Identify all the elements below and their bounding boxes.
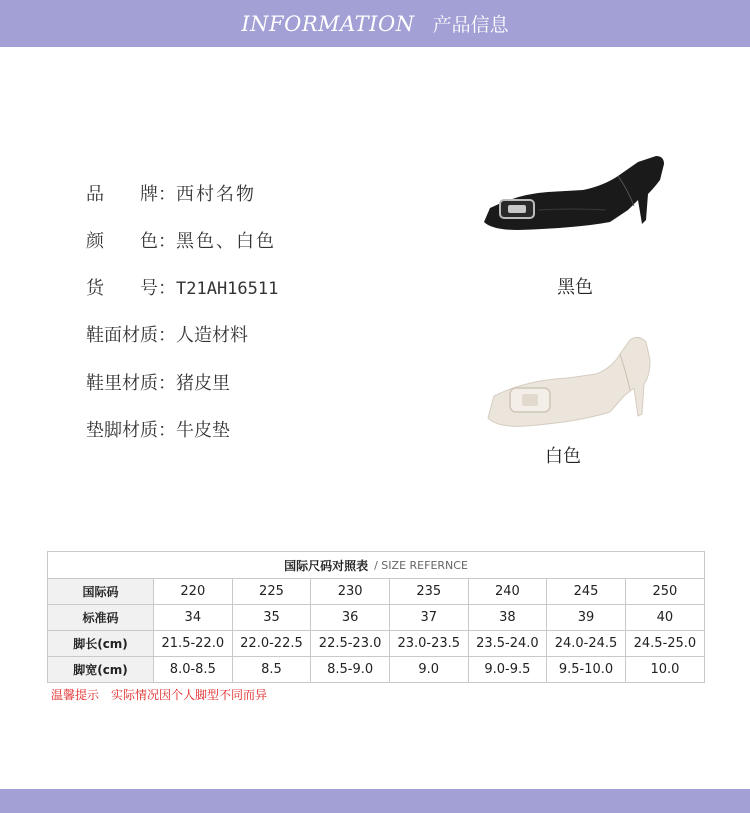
- header-title-cn: 产品信息: [432, 14, 509, 36]
- table-cell: 9.5-10.0: [547, 657, 626, 683]
- table-cell: 9.0-9.5: [468, 657, 547, 683]
- spec-lining-material: [86, 369, 230, 395]
- table-cell: 10.0: [625, 657, 704, 683]
- spec-label: 鞋里材质：: [86, 373, 176, 394]
- spec-label: 颜 色：: [86, 231, 176, 252]
- spec-value: 黑色、白色: [176, 231, 276, 252]
- spec-item-number: [86, 274, 278, 300]
- row-label: 脚宽(cm): [48, 657, 154, 683]
- sizing-note: 温馨提示 实际情况因个人脚型不同而异: [51, 688, 268, 702]
- spec-label: 垫脚材质：: [86, 420, 176, 441]
- row-label: 国际码: [48, 579, 154, 605]
- table-cell: 235: [389, 579, 468, 605]
- table-cell: 220: [154, 579, 233, 605]
- spec-value: 猪皮里: [176, 373, 230, 394]
- spec-value: T21AH16511: [176, 279, 279, 299]
- table-cell: 22.5-23.0: [311, 631, 390, 657]
- spec-insole-material: [86, 416, 230, 442]
- header-bar: [0, 0, 750, 47]
- table-cell: 225: [232, 579, 311, 605]
- spec-color: [86, 227, 276, 253]
- table-cell: 39: [547, 605, 626, 631]
- table-cell: 250: [625, 579, 704, 605]
- table-cell: 34: [154, 605, 233, 631]
- table-cell: 36: [311, 605, 390, 631]
- table-cell: 40: [625, 605, 704, 631]
- spec-brand: [86, 180, 256, 206]
- table-cell: 24.0-24.5: [547, 631, 626, 657]
- table-cell: 38: [468, 605, 547, 631]
- table-cell: 245: [547, 579, 626, 605]
- spec-label: 品 牌：: [86, 184, 176, 205]
- table-cell: 240: [468, 579, 547, 605]
- black-shoe-image: [478, 150, 678, 240]
- table-cell: 23.5-24.0: [468, 631, 547, 657]
- row-label: 脚长(cm): [48, 631, 154, 657]
- table-row: [48, 605, 704, 631]
- white-shoe-image: [478, 330, 678, 440]
- spec-label: 鞋面材质：: [86, 325, 176, 346]
- table-cell: 21.5-22.0: [154, 631, 233, 657]
- table-cell: 24.5-25.0: [625, 631, 704, 657]
- black-shoe-caption: 黑色: [557, 277, 593, 298]
- size-table-title: [48, 552, 704, 579]
- table-cell: 37: [389, 605, 468, 631]
- table-row: [48, 579, 704, 605]
- spec-value: 人造材料: [176, 325, 248, 346]
- row-label: 标准码: [48, 605, 154, 631]
- table-cell: 22.0-22.5: [232, 631, 311, 657]
- table-cell: 35: [232, 605, 311, 631]
- table-cell: 23.0-23.5: [389, 631, 468, 657]
- header-title-en: INFORMATION: [241, 11, 415, 36]
- spec-upper-material: [86, 321, 248, 347]
- spec-value: 牛皮垫: [176, 420, 230, 441]
- table-cell: 8.5: [232, 657, 311, 683]
- table-cell: 230: [311, 579, 390, 605]
- spec-value: 西村名物: [176, 184, 256, 205]
- white-shoe-caption: 白色: [545, 446, 581, 467]
- table-cell: 9.0: [389, 657, 468, 683]
- size-reference-table: [47, 551, 705, 683]
- table-cell: 8.0-8.5: [154, 657, 233, 683]
- size-grid: [48, 579, 704, 682]
- size-table-title-en: / SIZE REFERNCE: [374, 558, 468, 572]
- size-table-title-cn: 国际尺码对照表: [284, 558, 369, 573]
- footer-bar: [0, 789, 750, 813]
- table-row: [48, 657, 704, 683]
- table-cell: 8.5-9.0: [311, 657, 390, 683]
- table-row: [48, 631, 704, 657]
- spec-label: 货 号：: [86, 278, 176, 299]
